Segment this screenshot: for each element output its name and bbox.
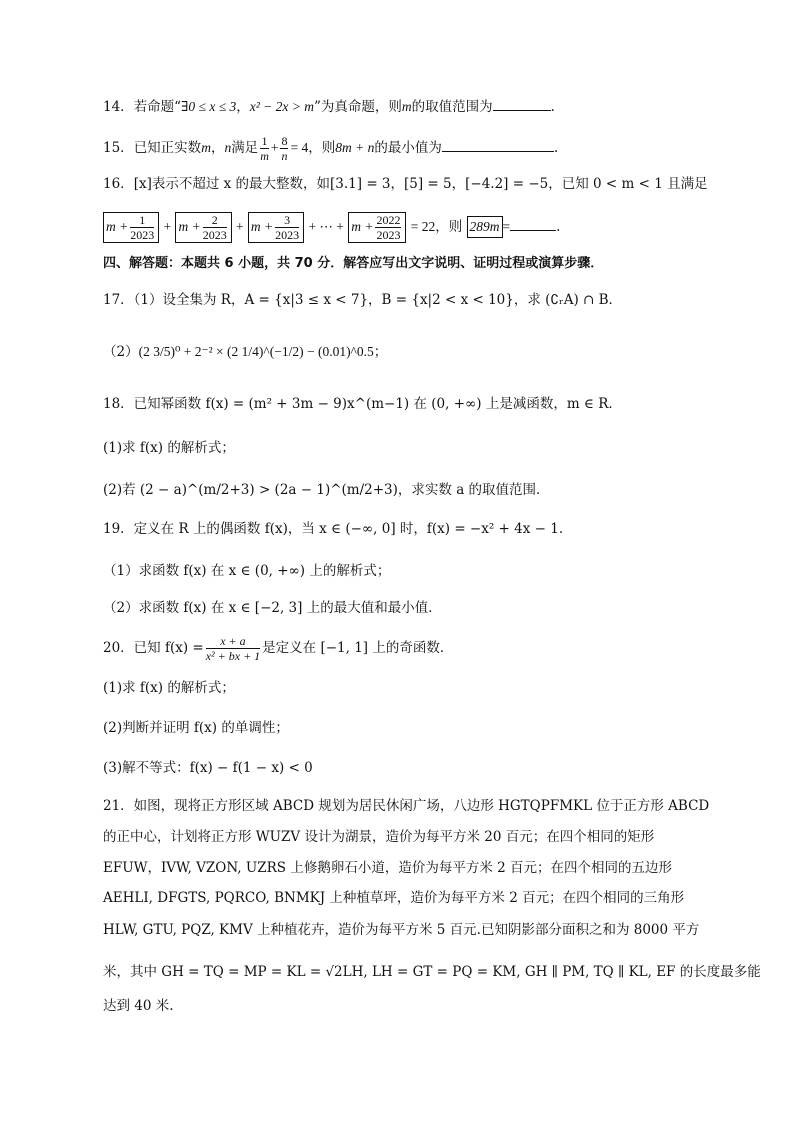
question-number: 16． xyxy=(103,176,134,192)
math: = xyxy=(502,219,511,234)
question-17: 17．（1）设全集为 R，A = {x|3 ≤ x < 7}，B = {x|2 < x < 10}，求 (∁ᵣA) ∩ B． xyxy=(103,292,623,308)
fraction xyxy=(280,134,288,163)
math: m + xyxy=(250,219,274,234)
floor-term: 289m xyxy=(467,216,503,238)
denominator: m xyxy=(260,149,269,163)
text: ， xyxy=(236,99,250,115)
floor-term xyxy=(348,212,406,243)
text: . xyxy=(550,99,555,115)
denominator: 2023 xyxy=(202,228,227,242)
section-heading: 四、解答题：本题共 6 小题，共 70 分．解答应写出文字说明、证明过程或演算步骤． xyxy=(103,256,604,271)
question-20-part1: (1)求 f(x) 的解析式； xyxy=(103,680,235,696)
math: + ⋯ + xyxy=(308,219,344,234)
fraction xyxy=(130,213,154,242)
text: 若命题“ xyxy=(133,99,182,115)
question-number: 15． xyxy=(103,140,134,156)
numerator: x + a xyxy=(206,634,260,649)
text: ， xyxy=(210,140,225,156)
text: ，则 xyxy=(308,140,336,156)
text: [x]表示不超过 x 的最大整数，如[3.1] = 3，[5] = 5，[−4.2] = −5，已知 0 < m < 1 且满足 xyxy=(133,176,708,192)
math: m + xyxy=(178,219,201,234)
answer-blank xyxy=(493,96,551,111)
math: x² − 2x > m xyxy=(249,99,314,114)
numerator: 8 xyxy=(281,134,288,148)
text: 的最小值为 xyxy=(374,140,442,156)
denominator: 2023 xyxy=(275,228,300,242)
fraction xyxy=(260,134,269,163)
question-16-equation: m + $\frac{1}{2023}$ + m + $\frac{2}{2023}$ + m + $\frac{3}{2023}$ + ⋯ + m + $\frac{2022}{2023}$ = 22，则 289m = . xyxy=(103,212,560,243)
question-21-line: 达到 40 米. xyxy=(103,998,174,1014)
question-21-line: 21．如图，现将正方形区域 ABCD 规划为居民休闲广场，八边形 HGTQPFMKL 位于正方形 ABCD xyxy=(103,798,710,814)
floor-term xyxy=(175,212,231,243)
math: n xyxy=(224,140,232,155)
answer-blank xyxy=(510,216,556,231)
question-20-part2: (2)判断并证明 f(x) 的单调性； xyxy=(103,720,289,736)
text: 满足 xyxy=(231,140,259,156)
fraction xyxy=(375,213,401,242)
question-15 xyxy=(103,134,558,163)
question-18-part2: (2)若 (2 − a)^(m/2+3) > (2a − 1)^(m/2+3)，求实数 a 的取值范围． xyxy=(103,482,550,498)
numerator: 3 xyxy=(275,213,299,228)
math-expression: (2 3/5)⁰ + 2⁻² × (2 1/4)^(−1/2) − (0.01)^0.5； xyxy=(138,344,388,359)
question-20 xyxy=(103,634,453,663)
math: m + xyxy=(351,219,374,234)
text: 是定义在 [−1, 1] 上的奇函数． xyxy=(262,640,454,656)
math: 8m + n xyxy=(335,140,375,155)
answer-blank xyxy=(442,137,554,152)
question-18: 18．已知幂函数 f(x) = (m² + 3m − 9)x^(m−1) 在 (0, +∞) 上是减函数，m ∈ R． xyxy=(103,396,622,412)
question-20-part3: (3)解不等式：f(x) − f(1 − x) < 0 xyxy=(103,760,313,776)
question-18-part1: (1)求 f(x) 的解析式； xyxy=(103,440,235,456)
denominator: 2023 xyxy=(130,228,155,242)
numerator: 1 xyxy=(261,134,268,148)
question-19: 19．定义在 R 上的偶函数 f(x)，当 x ∈ (−∞, 0] 时，f(x) = −x² + 4x − 1． xyxy=(103,521,573,537)
denominator: n xyxy=(281,149,288,163)
fraction xyxy=(203,213,227,242)
text: . xyxy=(553,140,559,156)
question-21-line: EFUW，IVW, VZON, UZRS 上修鹅卵石小道，造价为每平方米 2 百元；在四个相同的五边形 xyxy=(103,860,673,876)
text: . xyxy=(556,219,561,235)
numerator: 1 xyxy=(130,213,154,228)
question-21-line: HLW, GTU, PQZ, KMV 上种植花卉，造价为每平方米 5 百元.已知阴影部分面积之和为 8000 平方 xyxy=(103,922,700,938)
math: + xyxy=(270,140,279,155)
denominator: 2023 xyxy=(376,228,401,242)
question-21-line: 的正中心，计划将正方形 WUZV 设计为湖景，造价为每平方米 20 百元；在四个相同的矩形 xyxy=(103,829,655,845)
text: 已知正实数 xyxy=(133,140,202,156)
fraction xyxy=(275,213,299,242)
text: = 22，则 xyxy=(410,219,463,234)
math: m xyxy=(201,140,211,155)
part-label: （2） xyxy=(103,344,139,360)
denominator: x² + bx + 1 xyxy=(205,649,261,663)
numerator: 2 xyxy=(203,213,227,228)
text: ”为真命题，则 xyxy=(314,99,402,115)
question-14 xyxy=(103,96,555,117)
math: m + xyxy=(106,219,129,234)
question-16 xyxy=(103,174,708,194)
question-number: 14． xyxy=(103,99,134,115)
numerator: 2022 xyxy=(376,213,401,227)
text: 20．已知 f(x) = xyxy=(103,640,204,656)
question-19-part1: （1）求函数 f(x) 在 x ∈ (0, +∞) 上的解析式； xyxy=(103,563,391,579)
math: = 4 xyxy=(290,140,309,155)
question-21-line: 米，其中 GH = TQ = MP = KL = √2LH, LH = GT = PQ = KM, GH ∥ PM, TQ ∥ KL, EF 的长度最多能 xyxy=(103,964,761,980)
math: m xyxy=(401,99,412,114)
fraction xyxy=(206,634,260,663)
text: 的取值范围为 xyxy=(411,99,493,115)
question-17-part2 xyxy=(103,342,387,362)
math: ∃0 ≤ x ≤ 3 xyxy=(181,99,237,114)
question-21-line: AEHLI, DFGTS, PQRCO, BNMKJ 上种植草坪，造价为每平方米 2 百元；在四个相同的三角形 xyxy=(103,890,685,906)
floor-term xyxy=(248,212,304,243)
floor-term xyxy=(103,212,159,243)
question-19-part2: （2）求函数 f(x) 在 x ∈ [−2, 3] 上的最大值和最小值． xyxy=(103,600,442,616)
